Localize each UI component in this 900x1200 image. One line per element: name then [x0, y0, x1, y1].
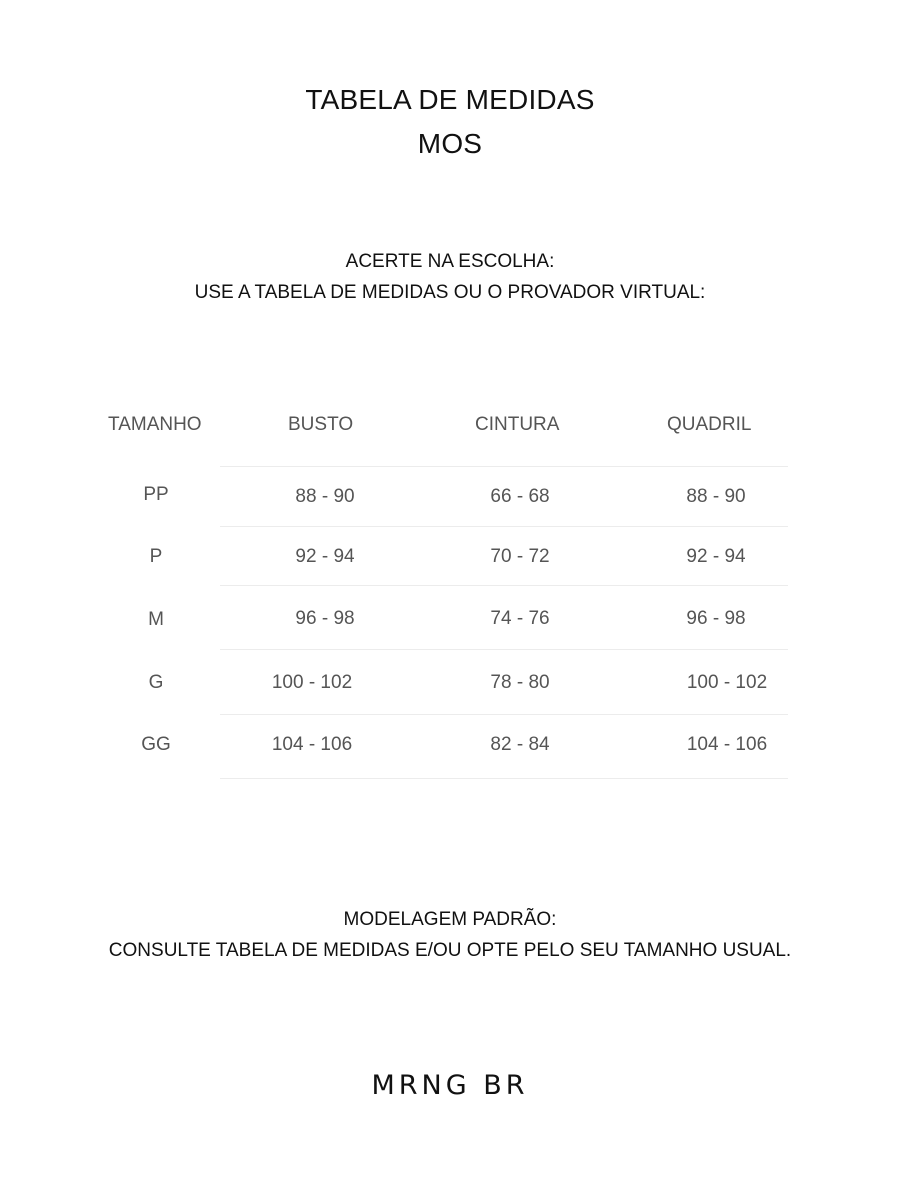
cintura-value: 78 - 80 — [490, 672, 550, 693]
row-divider — [220, 526, 788, 527]
busto-value: 92 - 94 — [295, 546, 355, 567]
quadril-value: 104 - 106 — [686, 734, 768, 755]
quadril-value: 96 - 98 — [686, 608, 746, 629]
cintura-value: 74 - 76 — [490, 608, 550, 629]
intro-line-2: USE A TABELA DE MEDIDAS OU O PROVADOR VIRTUAL: — [194, 282, 706, 303]
size-label: P — [149, 546, 163, 567]
busto-value: 104 - 106 — [271, 734, 353, 755]
column-header-quadril: QUADRIL — [667, 414, 752, 435]
column-header-cintura: CINTURA — [475, 414, 560, 435]
row-divider — [220, 778, 788, 779]
column-header-busto: BUSTO — [288, 414, 354, 435]
row-divider — [220, 466, 788, 467]
cintura-value: 70 - 72 — [490, 546, 550, 567]
row-divider — [220, 585, 788, 586]
quadril-value: 92 - 94 — [686, 546, 746, 567]
size-label: M — [148, 609, 164, 630]
intro-line-1: ACERTE NA ESCOLHA: — [345, 251, 555, 272]
size-label: G — [148, 672, 164, 693]
brand-logo: MRNG BR — [371, 1070, 529, 1101]
footer-line-1: MODELAGEM PADRÃO: — [343, 909, 557, 930]
cintura-value: 82 - 84 — [490, 734, 550, 755]
busto-value: 88 - 90 — [295, 486, 355, 507]
busto-value: 96 - 98 — [295, 608, 355, 629]
size-label: GG — [141, 734, 171, 755]
row-divider — [220, 714, 788, 715]
quadril-value: 88 - 90 — [686, 486, 746, 507]
size-label: PP — [143, 484, 169, 505]
page-subtitle: MOS — [417, 128, 483, 159]
footer-line-2: CONSULTE TABELA DE MEDIDAS E/OU OPTE PELO SEU TAMANHO USUAL. — [108, 940, 792, 961]
page-title: TABELA DE MEDIDAS — [305, 84, 595, 115]
quadril-value: 100 - 102 — [686, 672, 768, 693]
busto-value: 100 - 102 — [271, 672, 353, 693]
cintura-value: 66 - 68 — [490, 486, 550, 507]
column-header-tamanho: TAMANHO — [108, 414, 202, 435]
row-divider — [220, 649, 788, 650]
